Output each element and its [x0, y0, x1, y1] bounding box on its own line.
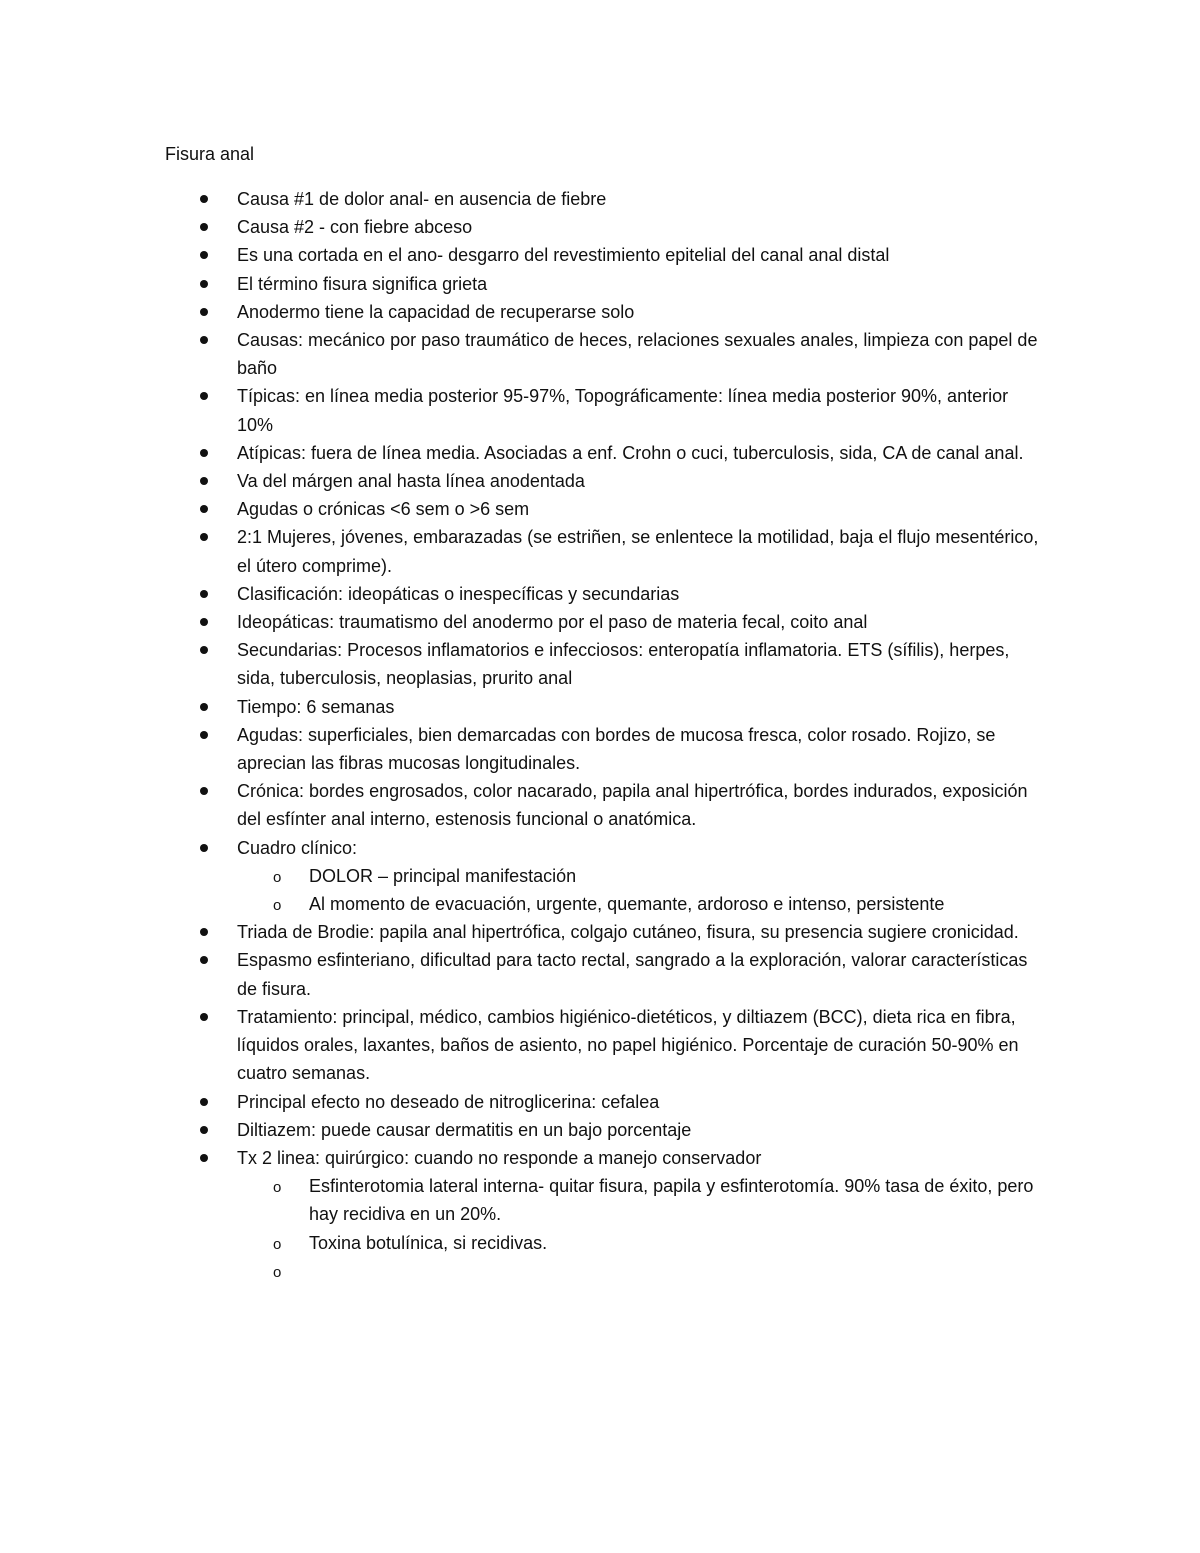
list-item-text: Causa #2 - con fiebre abceso — [237, 217, 473, 238]
list-item — [0, 693, 1200, 721]
sub-bullet-icon: o — [273, 868, 282, 886]
list-item — [0, 946, 1200, 1002]
sub-bullet-icon: o — [273, 1263, 282, 1281]
sub-bullet-icon: o — [273, 1235, 282, 1253]
bullet-icon — [200, 731, 208, 739]
list-item-text: Causas: mecánico por paso traumático de heces, relaciones sexuales anales, limpieza con papel de baño — [237, 330, 1038, 379]
bullet-icon — [200, 844, 208, 852]
list-item-text: Agudas o crónicas <6 sem o >6 sem — [237, 499, 530, 520]
bullet-icon — [200, 477, 208, 485]
list-item-text: Anodermo tiene la capacidad de recuperarse solo — [237, 301, 635, 322]
list-item — [0, 241, 1200, 269]
bullet-icon — [200, 928, 208, 936]
bullet-icon — [200, 590, 208, 598]
bullet-icon — [200, 1098, 208, 1106]
sub-list-item-text: Toxina botulínica, si recidivas. — [309, 1232, 548, 1253]
sub-bullet-icon: o — [273, 1179, 282, 1197]
list-item-text: Cuadro clínico: — [237, 837, 358, 858]
bullet-list — [0, 185, 1200, 1285]
bullet-icon — [200, 956, 208, 964]
bullet-icon — [200, 787, 208, 795]
list-item-text: Ideopáticas: traumatismo del anodermo por el paso de materia fecal, coito anal — [237, 612, 868, 633]
list-item — [0, 1088, 1200, 1116]
bullet-icon — [200, 505, 208, 513]
sub-list-item — [0, 862, 1040, 890]
bullet-icon — [200, 280, 208, 288]
bullet-icon — [200, 618, 208, 626]
list-item-text: Diltiazem: puede causar dermatitis en un bajo porcentaje — [237, 1119, 692, 1140]
list-item — [0, 439, 1200, 467]
sub-list-item-text: Al momento de evacuación, urgente, quemante, ardoroso e intenso, persistente — [309, 894, 945, 915]
list-item — [0, 467, 1200, 495]
list-item-text: Espasmo esfinteriano, dificultad para tacto rectal, sangrado a la exploración, valorar características de fisura. — [237, 950, 1028, 999]
list-item-text: Principal efecto no deseado de nitroglicerina: cefalea — [237, 1091, 660, 1112]
list-item-text: Es una cortada en el ano- desgarro del revestimiento epitelial del canal anal distal — [237, 245, 890, 266]
sub-list-item — [0, 890, 1040, 918]
list-item-text: Secundarias: Procesos inflamatorios e infecciosos: enteropatía inflamatoria. ETS (sífilis), herpes, sida, tuberculosis, neoplasias, prurito anal — [237, 640, 1010, 689]
sub-list — [237, 1172, 1040, 1285]
list-item-text: Clasificación: ideopáticas o inespecíficas y secundarias — [237, 583, 680, 604]
bullet-icon — [200, 533, 208, 541]
sub-bullet-icon: o — [273, 897, 282, 915]
bullet-icon — [200, 195, 208, 203]
list-item-text: Causa #1 de dolor anal- en ausencia de fiebre — [237, 189, 607, 209]
bullet-icon — [200, 703, 208, 711]
list-item-text: El término fisura significa grieta — [237, 273, 488, 294]
list-item — [0, 608, 1200, 636]
list-item — [0, 1116, 1200, 1144]
list-item — [0, 918, 1200, 946]
list-item — [0, 298, 1200, 326]
sub-list-item-text: DOLOR – principal manifestación — [309, 865, 577, 886]
list-item-text: Típicas: en línea media posterior 95-97%, Topográficamente: línea media posterior 90%, anterior 10% — [237, 386, 1009, 435]
bullet-icon — [200, 392, 208, 400]
list-item — [0, 580, 1200, 608]
bullet-icon — [200, 1013, 208, 1021]
list-item — [0, 495, 1200, 523]
bullet-icon — [200, 646, 208, 654]
list-item — [0, 185, 1200, 213]
sub-list-item — [0, 1257, 1040, 1285]
list-item — [0, 326, 1200, 382]
list-item — [0, 636, 1200, 692]
sub-list — [237, 862, 1040, 918]
list-item-text: Triada de Brodie: papila anal hipertrófica, colgajo cutáneo, fisura, su presencia sugiere cronicidad. — [237, 922, 1019, 943]
list-item-text: Agudas: superficiales, bien demarcadas con bordes de mucosa fresca, color rosado. Rojizo, se aprecian las fibras mucosas longitudinales. — [237, 724, 996, 774]
bullet-icon — [200, 449, 208, 457]
sub-list-item — [0, 1229, 1040, 1257]
sub-list-item-text: Esfinterotomia lateral interna- quitar fisura, papila y esfinterotomía. 90% tasa de éxito, pero hay recidiva en un 20%. — [309, 1176, 1034, 1225]
list-item — [0, 1144, 1200, 1285]
bullet-icon — [200, 1126, 208, 1134]
document-title: Fisura anal — [165, 144, 255, 164]
list-item — [0, 777, 1200, 833]
bullet-icon — [200, 223, 208, 231]
bullet-icon — [200, 336, 208, 344]
list-item — [0, 213, 1200, 241]
list-item-text: Atípicas: fuera de línea media. Asociadas a enf. Crohn o cuci, tuberculosis, sida, CA de canal anal. — [237, 442, 1024, 463]
list-item — [0, 834, 1200, 919]
list-item-text: Tx 2 linea: quirúrgico: cuando no responde a manejo conservador — [237, 1147, 762, 1168]
sub-list-item — [0, 1172, 1040, 1228]
bullet-icon — [200, 1154, 208, 1162]
bullet-icon — [200, 251, 208, 259]
list-item — [0, 523, 1200, 579]
list-item — [0, 1003, 1200, 1088]
list-item-text: Crónica: bordes engrosados, color nacarado, papila anal hipertrófica, bordes indurados, exposición del esfínter anal interno, estenosis funcional o anatómica. — [237, 781, 1028, 830]
list-item-text: Va del márgen anal hasta línea anodentada — [237, 471, 585, 492]
list-item-text: Tratamiento: principal, médico, cambios higiénico-dietéticos, y diltiazem (BCC), dieta rica en fibra, líquidos orales, laxantes, baños de asiento, no papel higiénico. Porcentaje de curación 50-90% en cuatro semanas. — [237, 1006, 1019, 1084]
list-item-text: 2:1 Mujeres, jóvenes, embarazadas (se estriñen, se enlentece la motilidad, baja el flujo mesentérico, el útero comprime). — [237, 527, 1039, 576]
bullet-icon — [200, 308, 208, 316]
list-item-text: Tiempo: 6 semanas — [237, 696, 395, 717]
list-item — [0, 382, 1200, 438]
list-item — [0, 270, 1200, 298]
list-item — [0, 721, 1200, 777]
